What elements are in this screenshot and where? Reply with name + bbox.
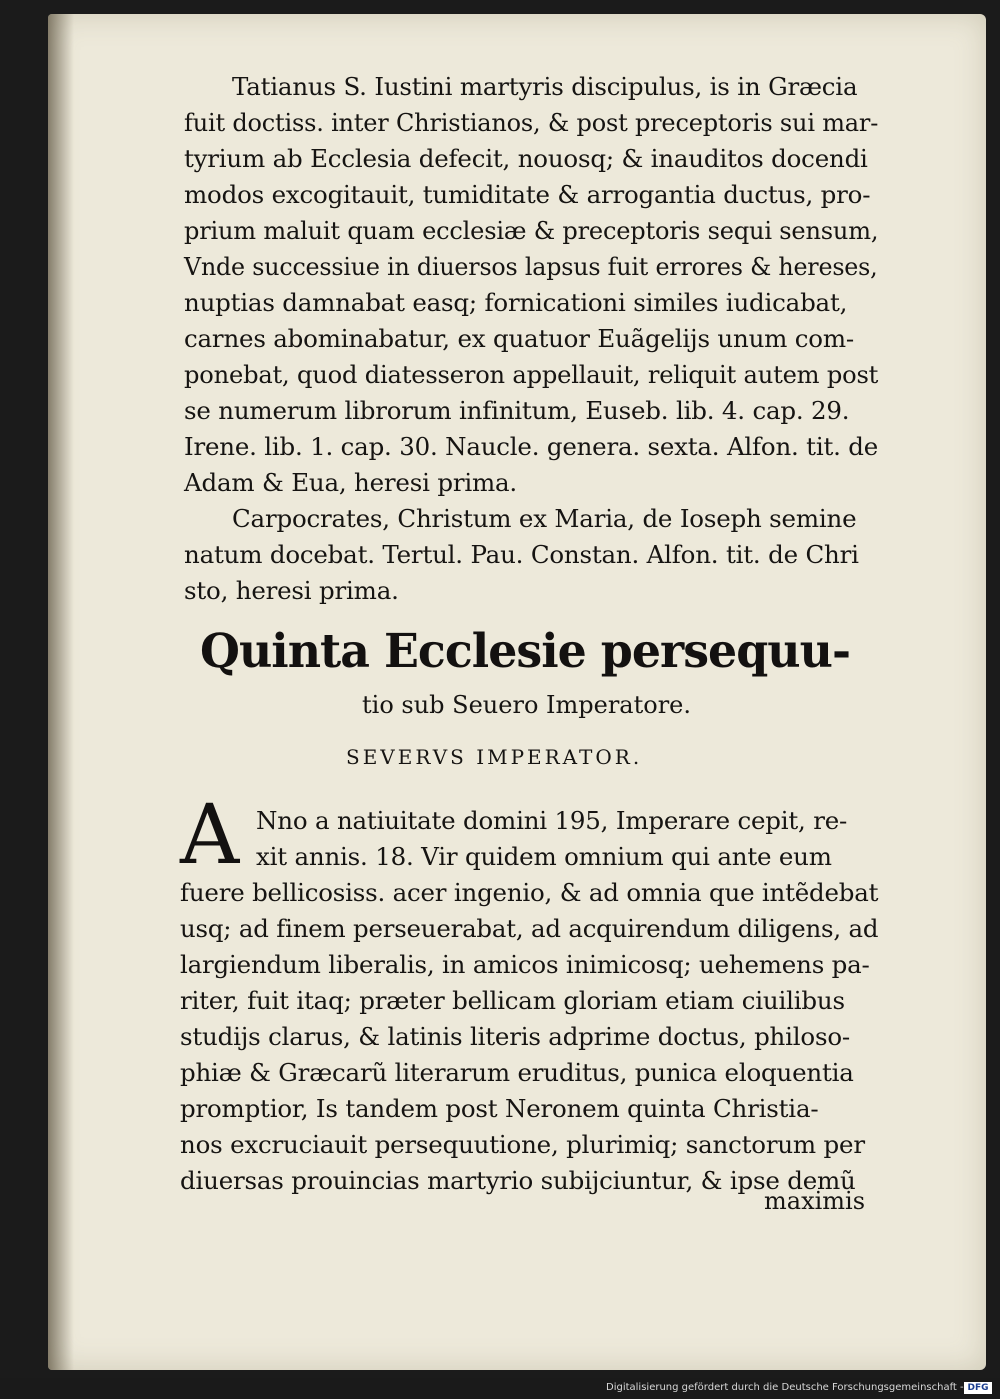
text-line: nuptias damnabat easq; fornicationi similes iudicabat, (184, 288, 848, 317)
text-line: fuere bellicosiss. acer ingenio, & ad omnia que intẽdebat (180, 878, 879, 907)
text-line: Tatianus S. Iustini martyris discipulus, is in Græcia (232, 72, 858, 101)
text-line: xit annis. 18. Vir quidem omnium qui ante eum (256, 842, 832, 871)
text-line: fuit doctiss. inter Christianos, & post preceptoris sui mar- (184, 108, 879, 137)
text-line: Irene. lib. 1. cap. 30. Naucle. genera. sexta. Alfon. tit. de (184, 432, 878, 461)
text-line: Nno a natiuitate domini 195, Imperare cepit, re- (256, 806, 848, 835)
text-line: phiæ & Græcarũ literarum eruditus, punica eloquentia (180, 1058, 854, 1087)
section-title: SEVERVS IMPERATOR. (346, 745, 643, 769)
text-line: Vnde successiue in diuersos lapsus fuit errores & hereses, (184, 252, 878, 281)
text-line: prium maluit quam ecclesiæ & preceptoris sequi sensum, (184, 216, 879, 245)
text-line: riter, fuit itaq; præter bellicam gloriam etiam ciuilibus (180, 986, 845, 1015)
digitization-credit: Digitalisierung gefördert durch die Deutsche Forschungsgemeinschaft - (606, 1382, 964, 1393)
text-line: diuersas prouincias martyrio subijciuntur, & ipse demũ (180, 1166, 856, 1195)
text-line: natum docebat. Tertul. Pau. Constan. Alfon. tit. de Chri (184, 540, 859, 569)
text-line: Adam & Eua, heresi prima. (184, 468, 517, 497)
text-line: largiendum liberalis, in amicos inimicosq; uehemens pa- (180, 950, 870, 979)
dfg-logo[interactable]: DFG (964, 1382, 992, 1394)
text-line: carnes abominabatur, ex quatuor Euãgelijs unum com- (184, 324, 854, 353)
page-gutter-shadow (48, 14, 74, 1370)
text-line: se numerum librorum infinitum, Euseb. lib. 4. cap. 29. (184, 396, 850, 425)
text-line: ponebat, quod diatesseron appellauit, reliquit autem post (184, 360, 879, 389)
text-line: promptior, Is tandem post Neronem quinta Christia- (180, 1094, 819, 1123)
drop-initial: A (180, 788, 240, 883)
chapter-subheading: tio sub Seuero Imperatore. (362, 691, 692, 719)
text-line: sto, heresi prima. (184, 576, 399, 605)
text-line: nos excruciauit persequutione, plurimiq; sanctorum per (180, 1130, 865, 1159)
catchword: maximis (764, 1187, 866, 1215)
text-line: usq; ad finem perseuerabat, ad acquirendum diligens, ad (180, 914, 879, 943)
text-line: studijs clarus, & latinis literis adprime doctus, philoso- (180, 1022, 850, 1051)
text-line: Carpocrates, Christum ex Maria, de Ioseph semine (232, 504, 857, 533)
text-line: modos excogitauit, tumiditate & arrogantia ductus, pro- (184, 180, 871, 209)
chapter-heading: Quinta Ecclesie persequu- (200, 624, 851, 679)
text-line: tyrium ab Ecclesia defecit, nouosq; & inauditos docendi (184, 144, 868, 173)
